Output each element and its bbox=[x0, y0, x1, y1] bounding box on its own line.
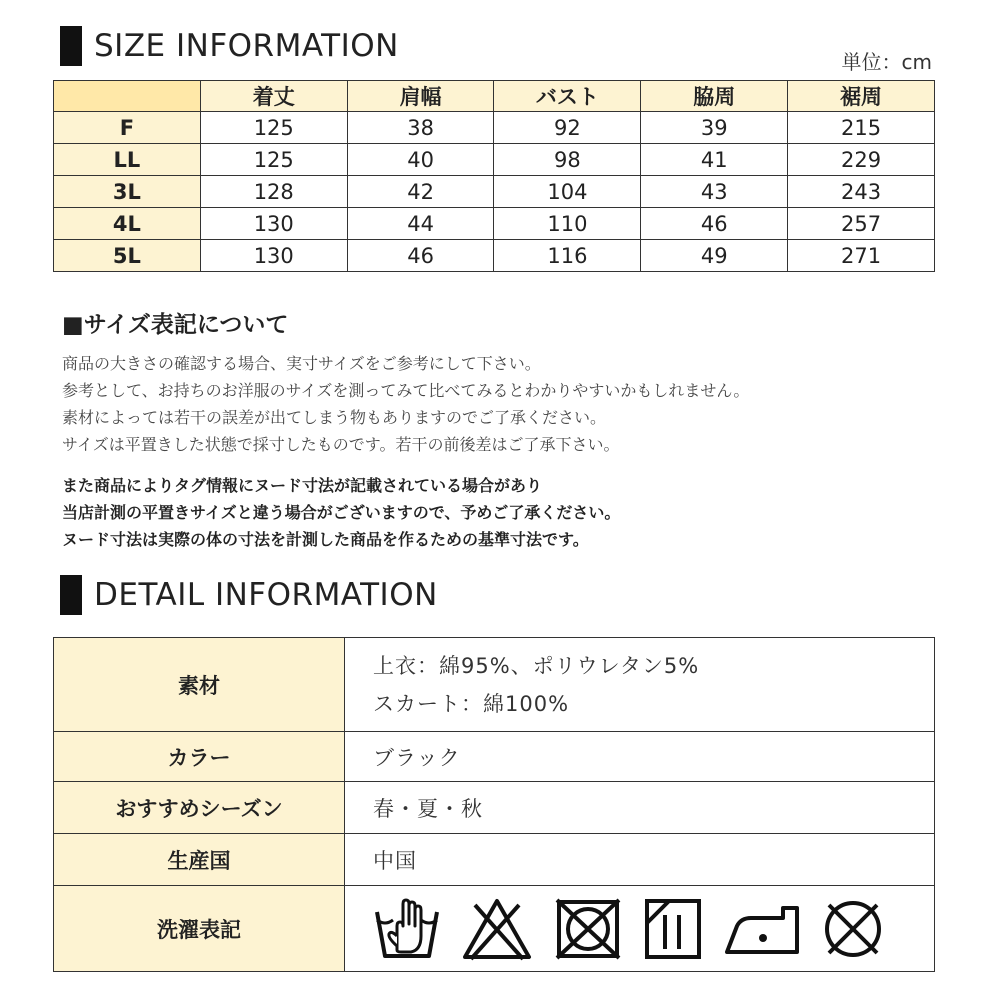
table-cell: 128 bbox=[200, 176, 347, 208]
table-row bbox=[54, 208, 935, 240]
table-cell: 44 bbox=[347, 208, 494, 240]
size-label: LL bbox=[54, 144, 201, 176]
table-cell: 215 bbox=[788, 112, 935, 144]
note-bold-line: ヌード寸法は実際の体の寸法を計測した商品を作るための基準寸法です。 bbox=[62, 530, 589, 549]
table-row bbox=[54, 782, 935, 834]
table-cell: 38 bbox=[347, 112, 494, 144]
column-header: 着丈 bbox=[200, 81, 347, 112]
origin-label: 生産国 bbox=[54, 834, 345, 886]
unit-label: 単位：cm bbox=[841, 50, 932, 74]
heading-bar bbox=[60, 26, 82, 66]
size-label: 3L bbox=[54, 176, 201, 208]
table-cell: 104 bbox=[494, 176, 641, 208]
table-cell: 130 bbox=[200, 208, 347, 240]
size-table-corner bbox=[54, 81, 201, 112]
size-table bbox=[53, 80, 935, 272]
material-line: 上衣：綿95%、ポリウレタン5% bbox=[373, 653, 700, 678]
table-cell: 130 bbox=[200, 240, 347, 272]
origin-value: 中国 bbox=[345, 834, 935, 886]
table-cell: 46 bbox=[347, 240, 494, 272]
table-cell: 40 bbox=[347, 144, 494, 176]
table-cell: 229 bbox=[788, 144, 935, 176]
column-header: 脇周 bbox=[641, 81, 788, 112]
no-dry-clean-icon bbox=[821, 897, 885, 961]
table-row bbox=[54, 638, 935, 732]
size-label: 4L bbox=[54, 208, 201, 240]
note-line: 参考として、お持ちのお洋服のサイズを測ってみて比べてみるとわかりやすいかもしれません。 bbox=[62, 381, 750, 400]
detail-information-heading bbox=[60, 575, 438, 615]
table-cell: 39 bbox=[641, 112, 788, 144]
size-label: 5L bbox=[54, 240, 201, 272]
material-value bbox=[345, 638, 935, 732]
table-cell: 116 bbox=[494, 240, 641, 272]
table-cell: 110 bbox=[494, 208, 641, 240]
care-icons bbox=[373, 896, 934, 962]
size-label: F bbox=[54, 112, 201, 144]
line-dry-shade-icon bbox=[643, 897, 703, 961]
table-row bbox=[54, 886, 935, 972]
no-bleach-icon bbox=[461, 897, 533, 961]
table-cell: 125 bbox=[200, 112, 347, 144]
hand-wash-icon bbox=[373, 896, 441, 962]
table-cell: 42 bbox=[347, 176, 494, 208]
no-tumble-dry-icon bbox=[553, 896, 623, 962]
color-label: カラー bbox=[54, 732, 345, 782]
season-value: 春・夏・秋 bbox=[345, 782, 935, 834]
column-header: 肩幅 bbox=[347, 81, 494, 112]
color-value: ブラック bbox=[345, 732, 935, 782]
detail-table bbox=[53, 637, 935, 972]
heading-bar bbox=[60, 575, 82, 615]
size-table-header-row bbox=[54, 81, 935, 112]
table-cell: 98 bbox=[494, 144, 641, 176]
size-notes-body bbox=[62, 350, 942, 458]
care-label: 洗濯表記 bbox=[54, 886, 345, 972]
note-bold-line: また商品によりタグ情報にヌード寸法が記載されている場合があり bbox=[62, 476, 543, 495]
season-label: おすすめシーズン bbox=[54, 782, 345, 834]
column-header: 裾周 bbox=[788, 81, 935, 112]
iron-low-icon bbox=[723, 900, 801, 958]
table-row bbox=[54, 176, 935, 208]
table-row bbox=[54, 240, 935, 272]
material-line: スカート：綿100% bbox=[373, 691, 570, 716]
size-heading-text: SIZE INFORMATION bbox=[94, 28, 399, 64]
table-cell: 43 bbox=[641, 176, 788, 208]
note-line: サイズは平置きした状態で採寸したものです。若干の前後差はご了承下さい。 bbox=[62, 435, 620, 454]
note-bold-line: 当店計測の平置きサイズと違う場合がございますので、予めご了承ください。 bbox=[62, 503, 621, 522]
material-label: 素材 bbox=[54, 638, 345, 732]
table-row bbox=[54, 732, 935, 782]
table-row bbox=[54, 144, 935, 176]
size-notes-emphasis bbox=[62, 472, 942, 553]
column-header: バスト bbox=[494, 81, 641, 112]
note-line: 素材によっては若干の誤差が出てしまう物もありますのでご了承ください。 bbox=[62, 408, 607, 427]
care-icons-cell bbox=[345, 886, 935, 972]
note-line: 商品の大きさの確認する場合、実寸サイズをご参考にして下さい。 bbox=[62, 354, 541, 373]
table-row bbox=[54, 112, 935, 144]
table-cell: 271 bbox=[788, 240, 935, 272]
size-information-heading bbox=[60, 26, 399, 66]
table-cell: 41 bbox=[641, 144, 788, 176]
table-cell: 46 bbox=[641, 208, 788, 240]
table-row bbox=[54, 834, 935, 886]
table-cell: 125 bbox=[200, 144, 347, 176]
table-cell: 92 bbox=[494, 112, 641, 144]
size-notes-heading: ■サイズ表記について bbox=[62, 312, 289, 338]
table-cell: 243 bbox=[788, 176, 935, 208]
detail-heading-text: DETAIL INFORMATION bbox=[94, 577, 438, 613]
table-cell: 257 bbox=[788, 208, 935, 240]
table-cell: 49 bbox=[641, 240, 788, 272]
